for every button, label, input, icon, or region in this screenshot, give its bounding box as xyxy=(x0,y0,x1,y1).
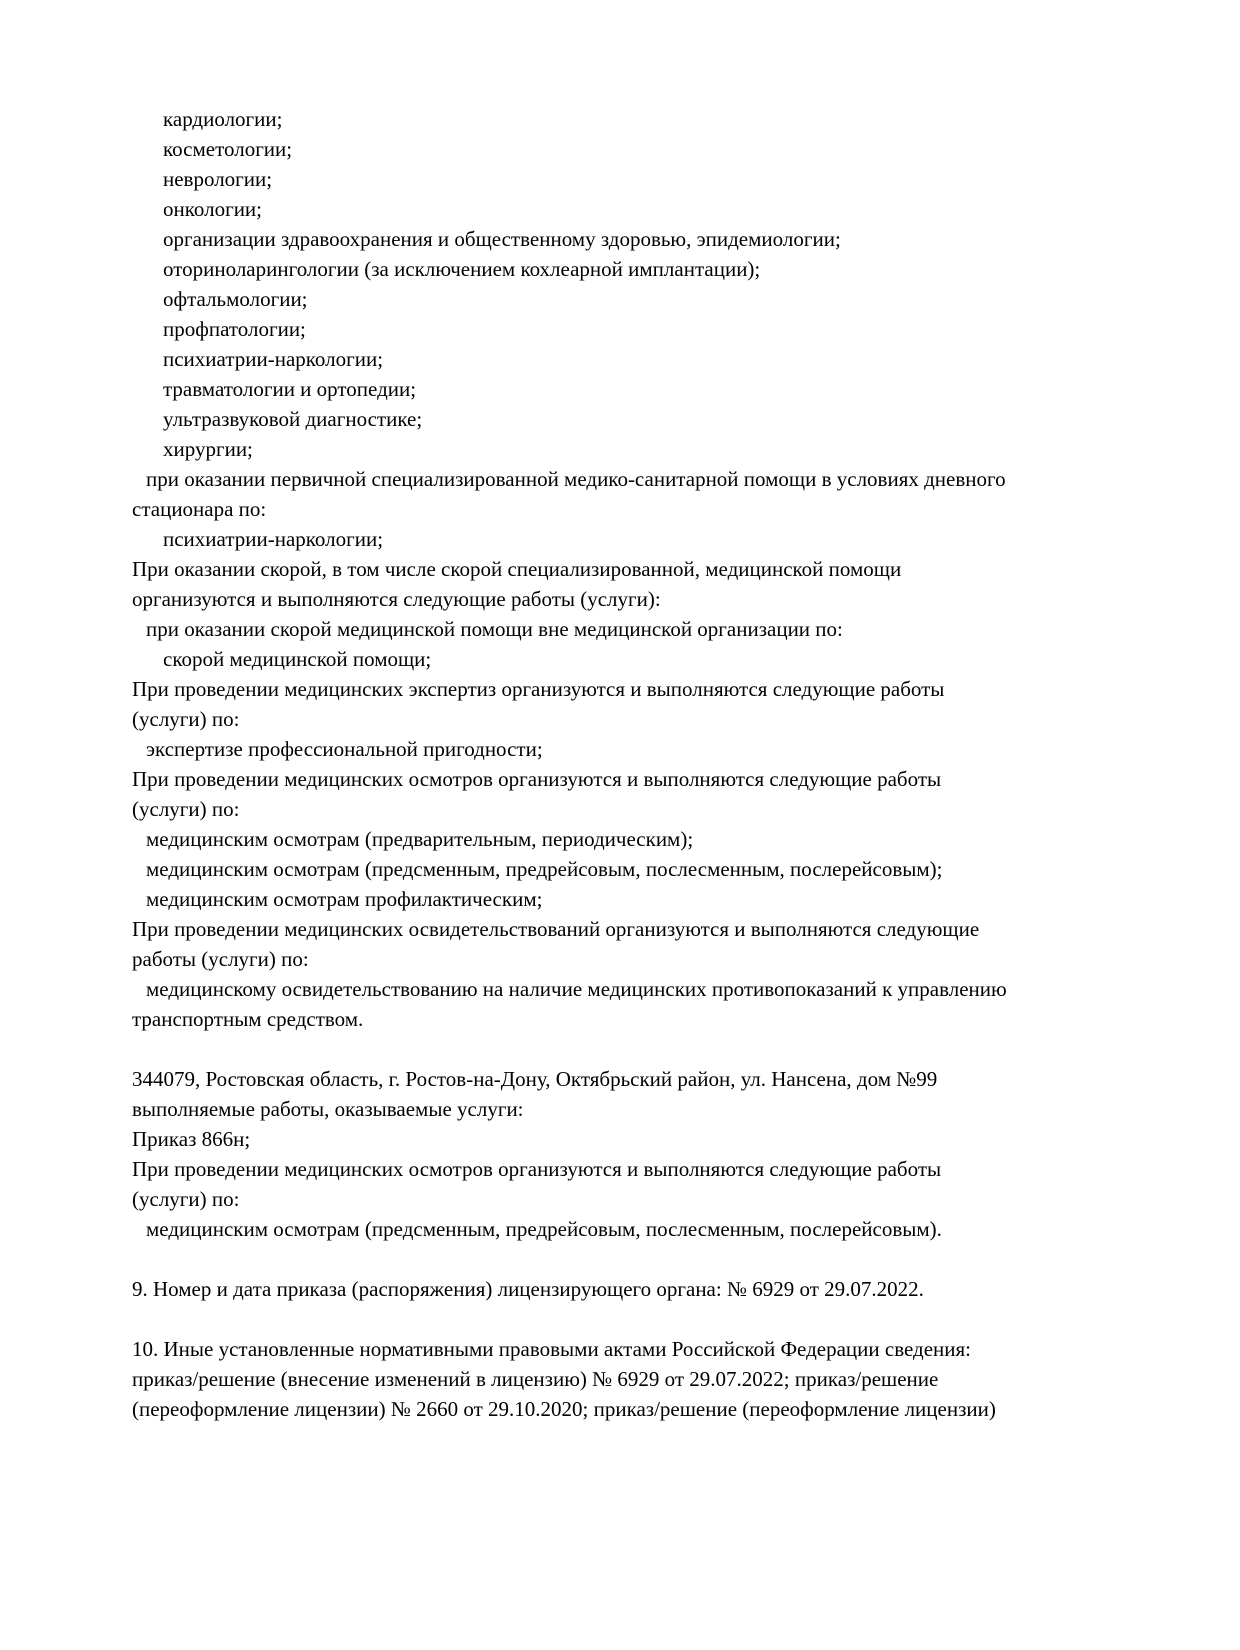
doc-line: При проведении медицинских освидетельствований организуются и выполняются следующие xyxy=(132,917,980,941)
doc-line: медицинским осмотрам (предсменным, предрейсовым, послесменным, послерейсовым); xyxy=(146,857,943,881)
doc-line: экспертизе профессиональной пригодности; xyxy=(146,737,543,761)
doc-line xyxy=(132,1034,1162,1064)
doc-line: профпатологии; xyxy=(163,317,306,341)
doc-line: 9. Номер и дата приказа (распоряжения) лицензирующего органа: № 6929 от 29.07.2022. xyxy=(132,1277,924,1301)
doc-line: работы (услуги) по: xyxy=(132,947,309,971)
doc-line: медицинским осмотрам (предварительным, периодическим); xyxy=(146,827,694,851)
doc-line: 344079, Ростовская область, г. Ростов-на-Дону, Октябрьский район, ул. Нансена, дом №99 xyxy=(132,1067,938,1091)
doc-line: приказ/решение (внесение изменений в лицензию) № 6929 от 29.07.2022; приказ/решение xyxy=(132,1367,939,1391)
doc-line: травматологии и ортопедии; xyxy=(163,377,417,401)
doc-line: стационара по: xyxy=(132,497,267,521)
doc-line: онкологии; xyxy=(163,197,263,221)
doc-line: организуются и выполняются следующие работы (услуги): xyxy=(132,587,661,611)
doc-line: транспортным средством. xyxy=(132,1007,364,1031)
doc-line: неврологии; xyxy=(163,167,273,191)
doc-line: (переоформление лицензии) № 2660 от 29.10.2020; приказ/решение (переоформление лицензии) xyxy=(132,1397,996,1421)
doc-line: При проведении медицинских экспертиз организуются и выполняются следующие работы xyxy=(132,677,945,701)
doc-line: косметологии; xyxy=(163,137,293,161)
license-text-block xyxy=(132,104,1162,1424)
doc-line: (услуги) по: xyxy=(132,707,240,731)
doc-line: Приказ 866н; xyxy=(132,1127,251,1151)
doc-line: организации здравоохранения и общественному здоровью, эпидемиологии; xyxy=(163,227,841,251)
doc-line: 10. Иные установленные нормативными правовыми актами Российской Федерации сведения: xyxy=(132,1337,972,1361)
doc-line: медицинскому освидетельствованию на наличие медицинских противопоказаний к управлению xyxy=(146,977,1007,1001)
doc-line: хирургии; xyxy=(163,437,253,461)
doc-line: психиатрии-наркологии; xyxy=(163,347,384,371)
doc-line: (услуги) по: xyxy=(132,797,240,821)
doc-line: медицинским осмотрам профилактическим; xyxy=(146,887,543,911)
doc-line: медицинским осмотрам (предсменным, предрейсовым, послесменным, послерейсовым). xyxy=(146,1217,942,1241)
doc-line xyxy=(132,1304,1162,1334)
doc-line: При оказании скорой, в том числе скорой специализированной, медицинской помощи xyxy=(132,557,902,581)
doc-line: кардиологии; xyxy=(163,107,283,131)
doc-line: при оказании скорой медицинской помощи вне медицинской организации по: xyxy=(146,617,843,641)
doc-line xyxy=(132,1244,1162,1274)
doc-line: оториноларингологии (за исключением кохлеарной имплантации); xyxy=(163,257,761,281)
doc-line: скорой медицинской помощи; xyxy=(163,647,432,671)
doc-line: При проведении медицинских осмотров организуются и выполняются следующие работы xyxy=(132,767,942,791)
doc-line: офтальмологии; xyxy=(163,287,308,311)
doc-line: выполняемые работы, оказываемые услуги: xyxy=(132,1097,524,1121)
doc-line: при оказании первичной специализированной медико-санитарной помощи в условиях дневного xyxy=(146,467,1006,491)
doc-line: (услуги) по: xyxy=(132,1187,240,1211)
doc-line: При проведении медицинских осмотров организуются и выполняются следующие работы xyxy=(132,1157,942,1181)
doc-line: ультразвуковой диагностике; xyxy=(163,407,423,431)
doc-line: психиатрии-наркологии; xyxy=(163,527,384,551)
